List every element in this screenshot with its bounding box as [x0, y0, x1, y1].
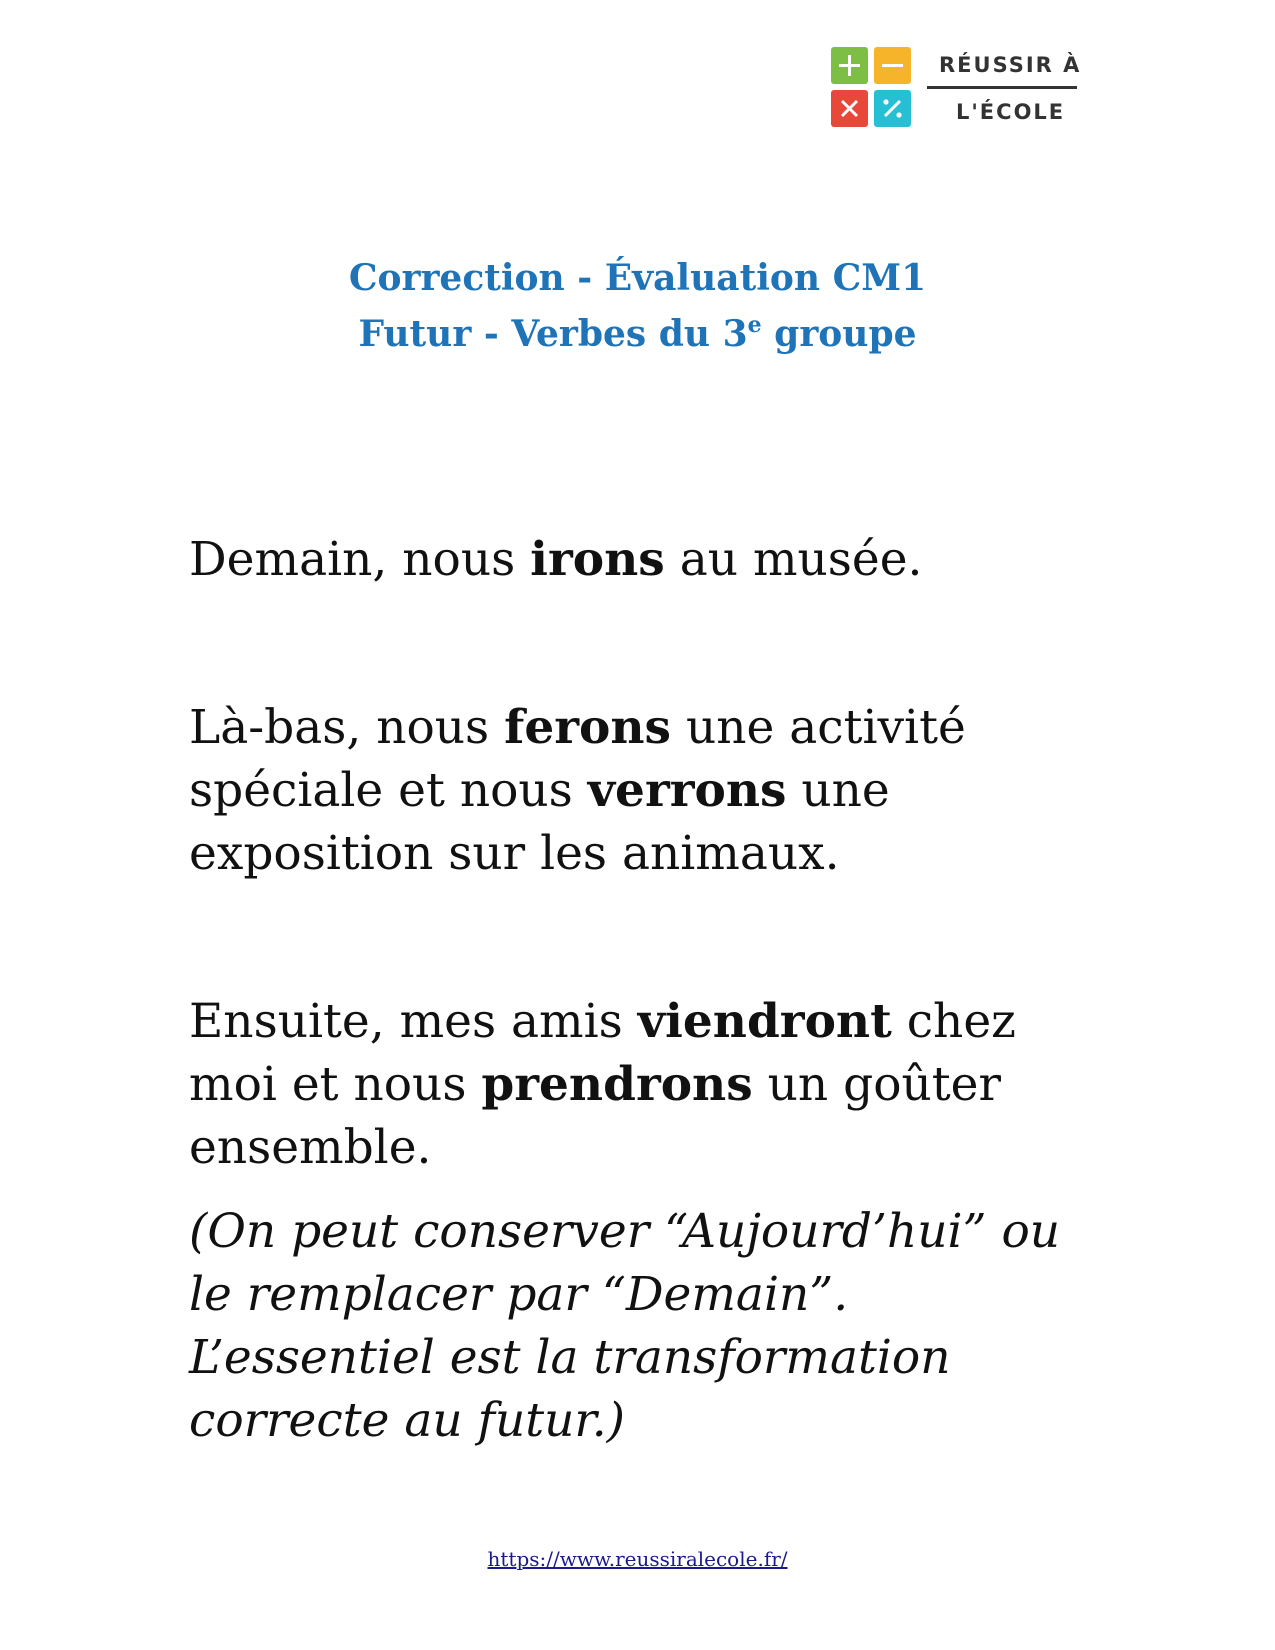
sentence-2-text-2: une activité spéciale et nous [189, 700, 966, 818]
sentence-3 [189, 990, 1089, 1179]
correction-note: (On peut conserver “Aujourd’hui” ou le remplacer par “Demain”. L’essentiel est la transformation correcte au futur.) [189, 1204, 1061, 1448]
website-link[interactable]: https://www.reussiralecole.fr/ [487, 1547, 788, 1571]
sentence-3-text-3: un goûter ensemble. [189, 1057, 1001, 1175]
sentence-1 [189, 528, 1089, 591]
sentence-1-text-2: au musée. [664, 532, 923, 587]
minus-icon [874, 47, 911, 84]
times-icon [831, 90, 868, 127]
title-line-2 [0, 306, 1275, 362]
percent-icon [874, 90, 911, 127]
verb-verrons: verrons [587, 763, 787, 818]
sentence-2-text-3: une exposition sur les animaux. [189, 763, 890, 881]
footer [0, 1547, 1275, 1571]
logo-text-line2: L'ÉCOLE [956, 100, 1066, 124]
logo [831, 47, 1081, 129]
verb-prendrons: prendrons [481, 1057, 753, 1112]
sentence-2 [189, 696, 1089, 885]
sentence-3-text-2: chez moi et nous [189, 994, 1016, 1112]
verb-viendront: viendront [637, 994, 892, 1049]
sentence-2-text-1: Là-bas, nous [189, 700, 505, 755]
plus-icon [831, 47, 868, 84]
verb-irons: irons [530, 532, 665, 587]
logo-tiles [831, 47, 913, 129]
title-line-1: Correction - Évaluation CM1 [348, 257, 927, 299]
verb-ferons: ferons [504, 700, 671, 755]
title-superscript: e [747, 312, 762, 338]
title-line-2-suffix: groupe [761, 313, 917, 355]
logo-text-line1: RÉUSSIR À [939, 53, 1082, 77]
sentence-1-text-1: Demain, nous [189, 532, 531, 587]
page-title [0, 250, 1275, 362]
logo-divider [927, 86, 1077, 89]
title-line-2-text: Futur - Verbes du 3 [358, 313, 748, 355]
sentence-3-text-1: Ensuite, mes amis [189, 994, 638, 1049]
